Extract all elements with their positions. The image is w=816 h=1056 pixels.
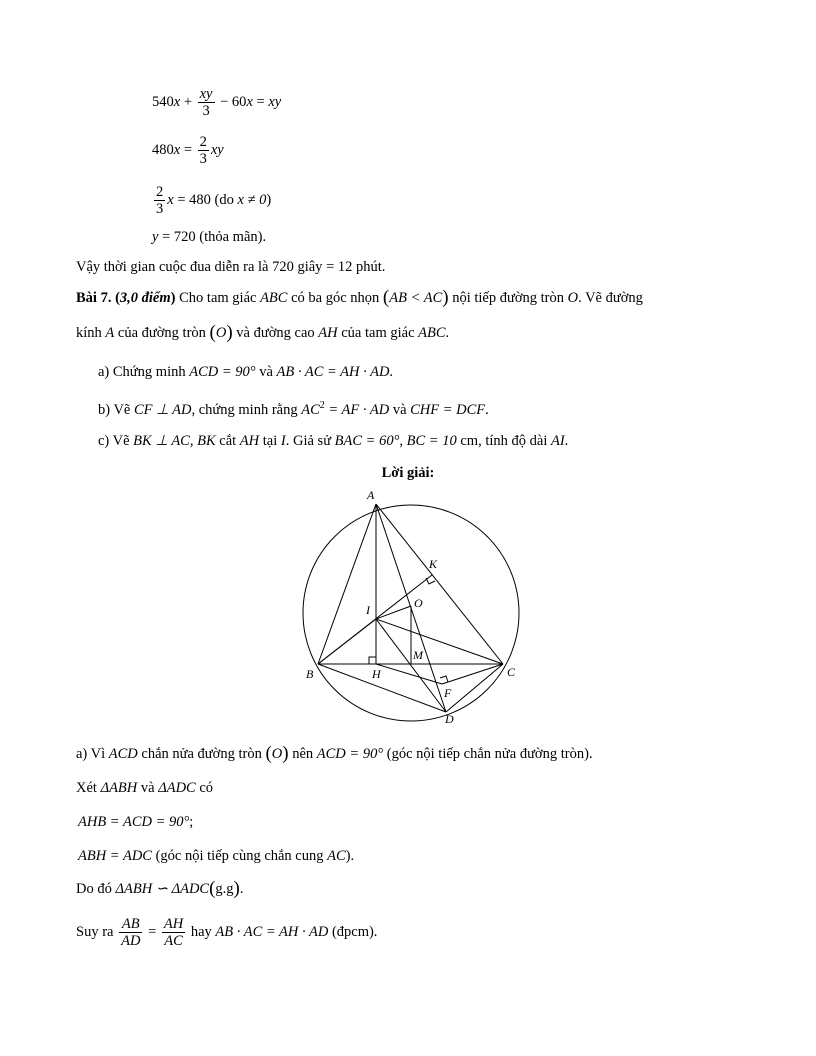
- eq4-note: (thỏa mãn).: [199, 229, 267, 245]
- part-b-superscript: 2: [319, 400, 325, 411]
- segment-hf: [376, 664, 442, 684]
- label-o: O: [414, 596, 423, 610]
- conclusion-unit: phút.: [352, 259, 386, 275]
- part-b-end: .: [485, 401, 489, 418]
- part-b-formula-2a: AC: [301, 401, 320, 418]
- eq3-fraction: [154, 184, 165, 217]
- sol-a6-denominator-1: AD: [121, 933, 141, 949]
- sol-a1-text-1: a) Vì: [76, 746, 109, 762]
- solution-heading: [0, 463, 816, 483]
- part-c-text-1: cắt: [215, 433, 240, 449]
- problem-text-2d: của tam giác: [337, 325, 419, 341]
- sol-a6-text-2: hay: [187, 923, 216, 940]
- conclusion-text: Vậy thời gian cuộc đua diễn ra là 720 giây: [76, 259, 327, 275]
- problem-title: Bài 7. (: [76, 290, 120, 306]
- problem-text-2e: .: [445, 325, 450, 341]
- part-a-end: .: [389, 364, 394, 380]
- problem-title-close: ): [170, 290, 176, 306]
- eq1-x2: x: [246, 93, 253, 110]
- problem-condition: AB < AC: [389, 290, 443, 306]
- sol-a2-text-2: và: [137, 780, 159, 796]
- sol-a1-formula-2: O: [271, 746, 283, 762]
- problem-o: O: [567, 290, 579, 306]
- eq2-fraction: [198, 134, 209, 167]
- geometry-figure: [296, 486, 566, 726]
- eq2-equals: =: [180, 141, 196, 158]
- eq2-numerator: 2: [199, 134, 207, 150]
- label-f: F: [444, 686, 452, 700]
- sol-a1-formula-3: ACD = 90°: [316, 746, 384, 762]
- right-angle-f: [440, 676, 448, 682]
- part-c-formula-3: AH: [239, 433, 260, 449]
- sol-a5-text-2: g.g: [215, 881, 234, 897]
- solution-a-line-5: Do đó ΔABH ∽ ΔADC(g.g).: [76, 878, 244, 899]
- eq4-y: y: [152, 229, 159, 245]
- equation-3: [152, 184, 271, 217]
- part-c: [98, 431, 568, 451]
- problem-text-1a: Cho tam giác: [175, 290, 261, 306]
- label-k: K: [429, 557, 438, 571]
- sol-a1-text-2: chắn nửa đường tròn: [137, 746, 266, 762]
- part-b-formula-3: CHF = DCF: [410, 401, 486, 418]
- sol-a1-formula-1: ACD: [108, 746, 138, 762]
- part-b-formula-1: CF ⊥ AD: [133, 401, 192, 418]
- conclusion-line: [76, 257, 385, 277]
- equation-1: [152, 86, 281, 119]
- solution-a-line-4: [78, 846, 354, 866]
- eq2-denominator: 3: [199, 151, 207, 167]
- part-b-formula-2b: = AF · AD: [324, 401, 390, 418]
- equation-4: [152, 227, 266, 247]
- label-i: I: [366, 603, 370, 617]
- part-c-label: c) Vẽ: [98, 433, 134, 449]
- problem-ah: AH: [318, 325, 338, 341]
- segment-cd: [446, 664, 503, 712]
- eq2-lhs: 480: [152, 141, 174, 158]
- solution-heading-text: Lời giải:: [381, 465, 435, 481]
- sol-a1-text-4: (góc nội tiếp chắn nửa đường tròn).: [383, 746, 593, 762]
- segment-io: [376, 606, 411, 619]
- part-c-unit: cm, tính độ dài: [456, 433, 551, 449]
- eq1-rhs: xy: [268, 93, 282, 110]
- sol-a3-formula-1: AHB = ACD = 90°: [78, 814, 190, 830]
- label-a: A: [367, 488, 375, 502]
- eq1-coef: 540: [152, 93, 174, 110]
- sol-a2-text-3: có: [195, 780, 214, 796]
- sol-a5-text-3: .: [239, 881, 244, 897]
- problem-abc2: ABC: [418, 325, 446, 341]
- part-c-text-3: . Giả sử: [285, 433, 335, 449]
- solution-a-line-3: [78, 812, 193, 832]
- sol-a6-fraction-2: [162, 916, 185, 949]
- sol-a3-text-1: ;: [189, 814, 194, 830]
- equation-2: [152, 134, 224, 167]
- part-a-label: a) Chứng minh: [98, 364, 190, 380]
- eq3-x: x: [167, 191, 174, 208]
- eq1-denominator: 3: [202, 103, 210, 119]
- eq3-numerator: 2: [156, 184, 164, 200]
- sol-a6-numerator-1: AB: [119, 916, 142, 933]
- part-b-mid: , chứng minh rằng: [191, 401, 302, 418]
- sol-a5-formula-1: ΔABH ∽ ΔADC: [115, 881, 210, 897]
- label-b: B: [306, 667, 314, 681]
- problem-o2: O: [215, 325, 227, 341]
- problem-text-1c: nội tiếp đường tròn: [448, 290, 568, 306]
- label-d: D: [445, 712, 454, 726]
- eq1-x: x: [173, 93, 181, 110]
- sol-a4-formula-2: AC: [327, 848, 346, 864]
- label-h: H: [372, 667, 381, 681]
- eq3-denominator: 3: [156, 201, 164, 217]
- right-angle-h: [369, 657, 376, 664]
- sol-a2-formula-1: ΔABH: [100, 780, 138, 796]
- sol-a6-text-3: (đpcm).: [328, 923, 378, 940]
- sol-a4-text-1: (góc nội tiếp cùng chắn cung: [151, 848, 328, 864]
- part-b-label: b) Vẽ: [98, 401, 134, 418]
- solution-a-line-6: [76, 916, 377, 949]
- part-a-and: và: [255, 364, 277, 380]
- part-a-formula-1: ACD = 90°: [189, 364, 256, 380]
- segment-cf: [442, 664, 503, 684]
- part-c-formula-5: BAC = 60°: [334, 433, 400, 449]
- problem-abc: ABC: [260, 290, 288, 306]
- sol-a6-text-1: Suy ra: [76, 923, 118, 940]
- eq3-note-close: ): [266, 191, 272, 208]
- sol-a6-fraction-1: [119, 916, 142, 949]
- sol-a4-text-2: ).: [345, 848, 355, 864]
- part-a-formula-2: AB · AC = AH · AD: [276, 364, 390, 380]
- sol-a6-denominator-2: AC: [164, 933, 183, 949]
- problem-text-2c: và đường cao: [232, 325, 319, 341]
- eq1-equals: =: [252, 93, 269, 110]
- eq4-equals: = 720: [158, 229, 200, 245]
- part-c-comma: ,: [189, 433, 198, 449]
- part-c-text-2: tại: [259, 433, 281, 449]
- problem-text-2b: của đường tròn: [114, 325, 210, 341]
- problem-a: A: [105, 325, 115, 341]
- eq2-x: x: [173, 141, 181, 158]
- sol-a5-text-1: Do đó: [76, 881, 116, 897]
- problem-points: 3,0 điểm: [119, 290, 171, 306]
- sol-a2-formula-2: ΔADC: [158, 780, 196, 796]
- solution-a-line-1: a) Vì ACD chắn nửa đường tròn (O) nên ACD = 90° (góc nội tiếp chắn nửa đường tròn).: [76, 743, 593, 764]
- solution-a-line-2: [76, 778, 213, 798]
- part-c-end: .: [564, 433, 569, 449]
- sol-a1-text-3: nên: [288, 746, 317, 762]
- problem-text-2a: kính: [76, 325, 106, 341]
- sol-a6-equals: =: [144, 923, 160, 940]
- eq2-rhs: xy: [210, 141, 224, 158]
- conclusion-value: = 12: [326, 259, 353, 275]
- part-c-formula-6: BC = 10: [406, 433, 457, 449]
- label-c: C: [507, 665, 516, 679]
- eq1-minus: − 60: [216, 93, 247, 110]
- part-c-formula-4: I: [280, 433, 286, 449]
- part-b: [98, 396, 489, 420]
- part-c-formula-2: BK: [197, 433, 216, 449]
- eq3-note-open: (do: [214, 191, 238, 208]
- problem-text-1b: có ba góc nhọn: [287, 290, 383, 306]
- eq1-plus: +: [180, 93, 196, 110]
- problem-text-1d: . Vẽ đường: [578, 290, 643, 306]
- eq3-equals: = 480: [173, 191, 215, 208]
- sol-a4-formula-1: ABH = ADC: [78, 848, 152, 864]
- segment-bd: [318, 664, 446, 712]
- problem-line-2: kính A của đường tròn (O) và đường cao AH của tam giác ABC.: [76, 322, 450, 343]
- part-a: [98, 362, 393, 382]
- part-c-comma-2: ,: [399, 433, 407, 449]
- segment-bi: [318, 619, 376, 664]
- label-m: M: [413, 648, 423, 662]
- part-c-formula-7: AI: [550, 433, 565, 449]
- sol-a2-text-1: Xét: [76, 780, 101, 796]
- eq3-condition: x ≠ 0: [237, 191, 267, 208]
- sol-a6-numerator-2: AH: [163, 916, 184, 932]
- problem-line-1: Bài 7. (3,0 điểm) Cho tam giác ABC có ba góc nhọn (AB < AC) nội tiếp đường tròn O. Vẽ đường: [76, 287, 643, 308]
- eq1-numerator: xy: [199, 86, 213, 102]
- segment-ac: [376, 504, 503, 664]
- sol-a6-formula-1: AB · AC = AH · AD: [215, 923, 329, 940]
- eq1-fraction: [198, 86, 215, 119]
- part-b-and: và: [389, 401, 411, 418]
- part-c-formula-1: BK ⊥ AC: [133, 433, 190, 449]
- segment-ab: [318, 504, 376, 664]
- segment-ic: [376, 619, 503, 664]
